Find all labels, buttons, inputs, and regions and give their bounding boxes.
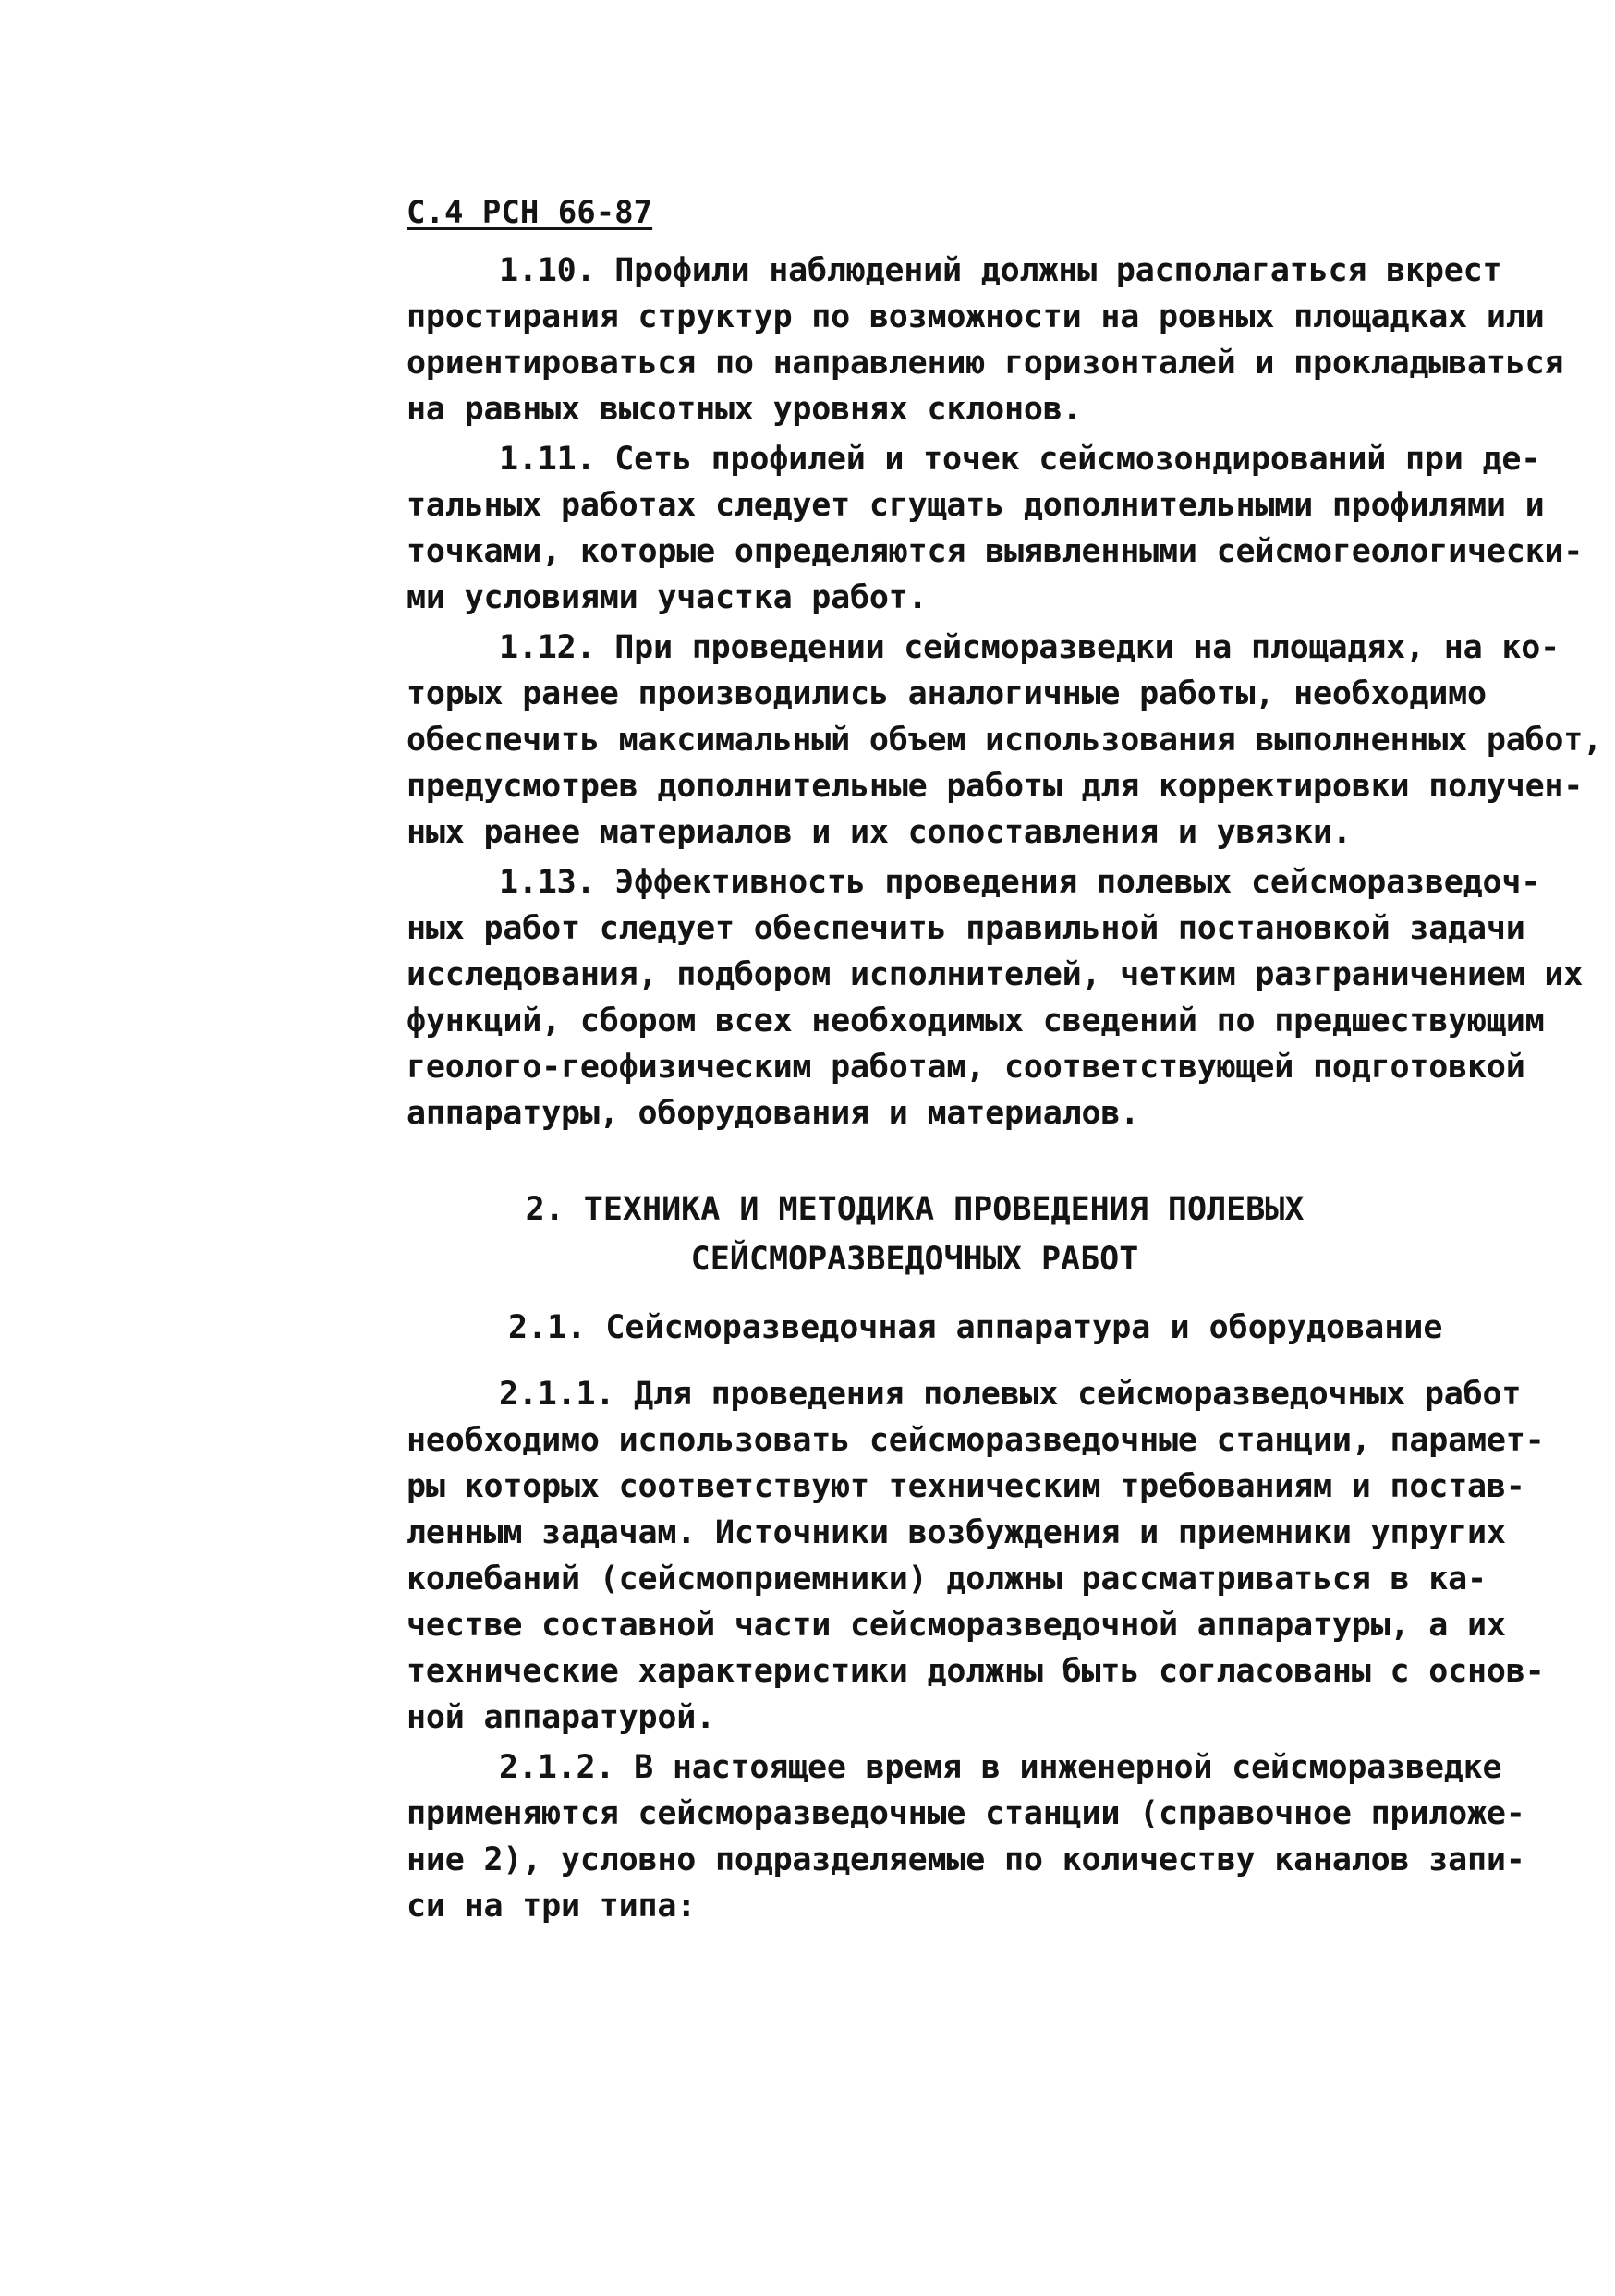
text-line: на равных высотных уровнях склонов.: [407, 391, 1082, 428]
text-line: ми условиями участка работ.: [407, 579, 928, 616]
text-line: ных работ следует обеспечить правильной постановкой задачи: [407, 910, 1525, 947]
text-line: предусмотрев дополнительные работы для корректировки получен-: [407, 768, 1584, 805]
text-line: точками, которые определяются выявленными сейсмогеологически-: [407, 533, 1584, 570]
text-line: 1.13. Эффективность проведения полевых сейсморазведоч-: [499, 864, 1541, 901]
subsection-2-1-heading: 2.1. Сейсморазведочная аппаратура и оборудование: [508, 1309, 1443, 1346]
text-line: си на три типа:: [407, 1888, 697, 1925]
paragraph-1-12: [407, 625, 1603, 856]
text-line: технические характеристики должны быть согласованы с основ-: [407, 1653, 1545, 1690]
text-line: 1.10. Профили наблюдений должны располагаться вкрест: [499, 252, 1502, 289]
text-line: колебаний (сейсмоприемники) должны рассматриваться в ка-: [407, 1561, 1487, 1597]
text-line: ной аппаратурой.: [407, 1699, 715, 1736]
page-header: С.4 РСН 66-87: [407, 194, 653, 231]
section-title-line: СЕЙСМОРАЗВЕДОЧНЫХ РАБОТ: [690, 1241, 1139, 1278]
text-line: торых ранее производились аналогичные работы, необходимо: [407, 675, 1487, 712]
text-line: 1.12. При проведении сейсморазведки на площадях, на ко-: [499, 629, 1560, 666]
text-line: 1.11. Сеть профилей и точек сейсмозондирований при де-: [499, 441, 1541, 478]
text-line: исследования, подбором исполнителей, четким разграничением их: [407, 956, 1584, 993]
text-line: ных ранее материалов и их сопоставления и увязки.: [407, 814, 1352, 851]
text-line: 2.1.2. В настоящее время в инженерной сейсморазведке: [499, 1749, 1502, 1786]
text-line: геолого-геофизическим работам, соответствующей подготовкой: [407, 1049, 1525, 1086]
text-line: 2.1.1. Для проведения полевых сейсморазведочных работ: [499, 1376, 1522, 1413]
text-line: ры которых соответствуют техническим требованиям и постав-: [407, 1468, 1525, 1505]
section-2-heading: [407, 1184, 1552, 1284]
text-line: обеспечить максимальный объем использования выполненных работ,: [407, 722, 1603, 759]
text-line: ориентироваться по направлению горизонталей и прокладываться: [407, 345, 1564, 382]
text-line: необходимо использовать сейсморазведочные станции, парамет-: [407, 1422, 1545, 1459]
paragraph-1-11: [407, 436, 1584, 621]
paragraph-2-1-2: [407, 1744, 1552, 1929]
text-line: тальных работах следует сгущать дополнительными профилями и: [407, 487, 1545, 524]
document-body: [407, 248, 1603, 1929]
text-line: простирания структур по возможности на ровных площадках или: [407, 298, 1545, 335]
paragraph-2-1-1: [407, 1371, 1552, 1741]
paragraph-1-13: [407, 859, 1584, 1136]
text-line: ние 2), условно подразделяемые по количеству каналов запи-: [407, 1841, 1525, 1878]
text-line: аппаратуры, оборудования и материалов.: [407, 1095, 1140, 1132]
text-line: честве составной части сейсморазведочной аппаратуры, а их: [407, 1607, 1506, 1644]
text-line: применяются сейсморазведочные станции (справочное приложе-: [407, 1795, 1525, 1832]
section-title-line: 2. ТЕХНИКА И МЕТОДИКА ПРОВЕДЕНИЯ ПОЛЕВЫХ: [525, 1191, 1305, 1228]
text-line: ленным задачам. Источники возбуждения и приемники упругих: [407, 1514, 1506, 1551]
paragraph-1-10: [407, 248, 1564, 432]
text-line: функций, сбором всех необходимых сведений по предшествующим: [407, 1002, 1545, 1039]
